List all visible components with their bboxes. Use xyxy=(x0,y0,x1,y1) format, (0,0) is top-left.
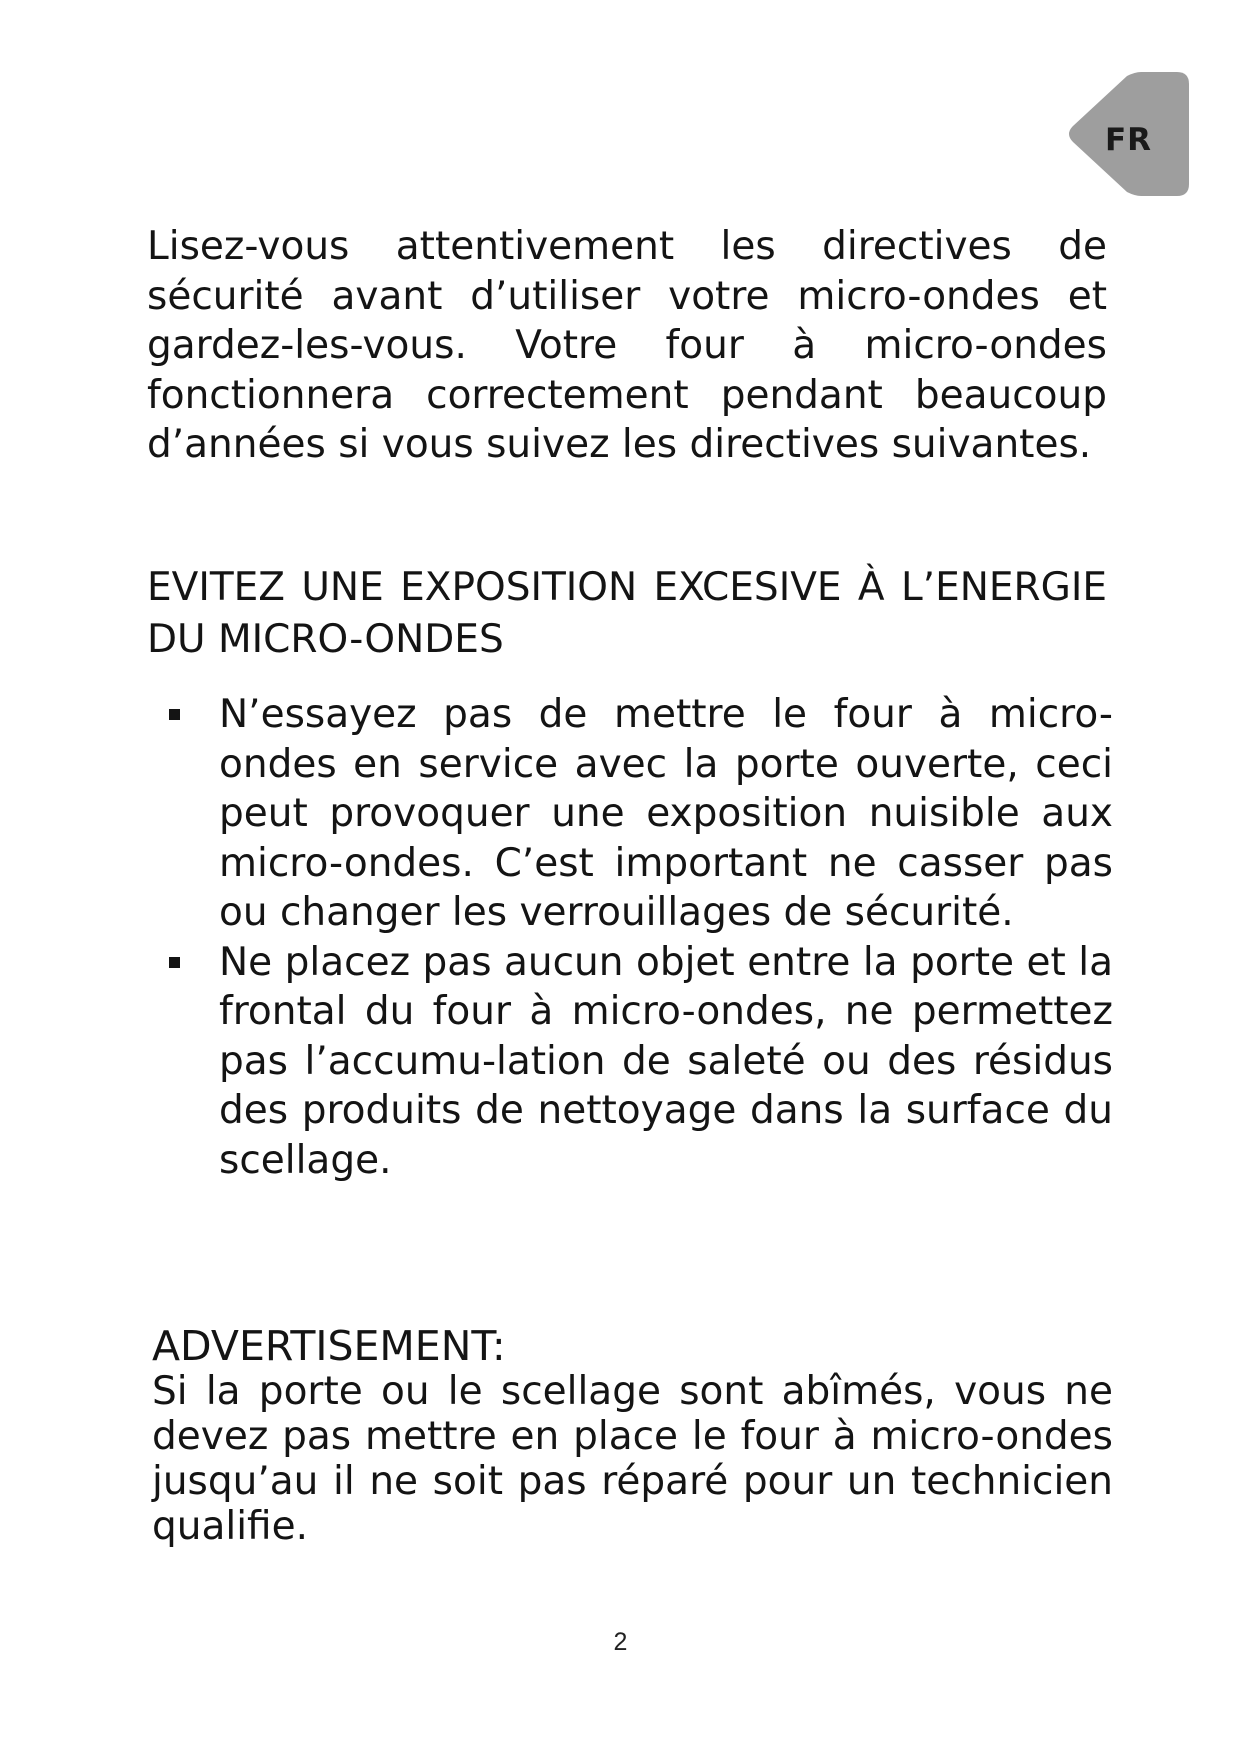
warning-title: EVITEZ UNE EXPOSITION EXCESIVE À L’ENERGIE DU MICRO-ONDES xyxy=(147,565,1107,662)
square-bullet-icon xyxy=(169,957,180,968)
intro-paragraph: Lisez-vous attentivement les directives de sécurité avant d’utiliser votre micro-ondes et gardez-les-vous. Votre four à micro-ondes fonctionnera correctement pendant beaucoup d’années si vous suivez les directives suivantes. xyxy=(147,224,1107,467)
list-item xyxy=(147,690,1113,938)
page-number: 2 xyxy=(613,1628,628,1656)
square-bullet-icon xyxy=(169,709,180,720)
advertisement-body: Si la porte ou le scellage sont abîmés, vous ne devez pas mettre en place le four à micro-ondes jusqu’au il ne soit pas réparé pour un technicien qualifie. xyxy=(152,1369,1113,1549)
advertisement-heading: ADVERTISEMENT: xyxy=(152,1322,506,1370)
list-item-text: Ne placez pas aucun objet entre la porte et la frontal du four à micro-ondes, ne permettez pas l’accumu-lation de saleté ou des résidus des produits de nettoyage dans la surface du scellage. xyxy=(219,939,1113,1183)
warning-list xyxy=(147,690,1113,1185)
list-item xyxy=(147,938,1113,1186)
language-label: FR xyxy=(1105,122,1153,158)
list-item-text: N’essayez pas de mettre le four à micro-ondes en service avec la porte ouverte, ceci peut provoquer une exposition nuisible aux micro-ondes. C’est important ne casser pas ou changer les verrouillages de sécurité. xyxy=(219,692,1113,935)
